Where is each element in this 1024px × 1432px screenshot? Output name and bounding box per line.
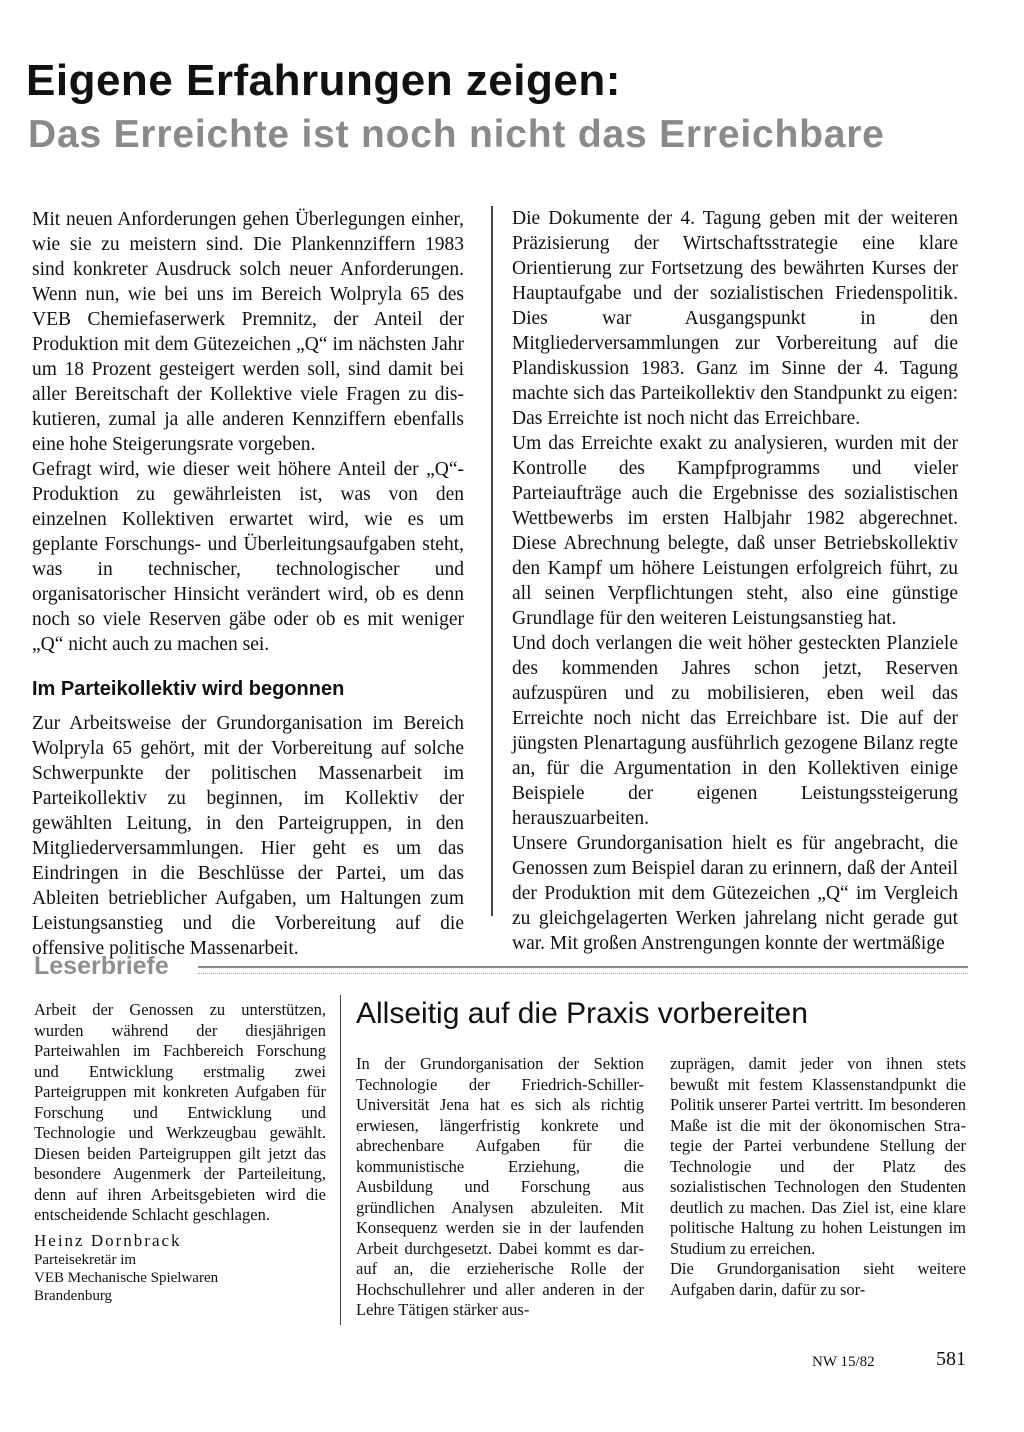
issue-number: NW 15/82 bbox=[812, 1354, 875, 1370]
section-rule bbox=[198, 966, 968, 974]
section-label-leserbriefe: Leserbriefe bbox=[34, 952, 169, 980]
section-subheading: Im Parteikollektiv wird begonnen bbox=[32, 678, 345, 700]
letter-column-right bbox=[670, 1054, 966, 1300]
paragraph: Unsere Grundorganisation hielt es für angebracht, die Genossen zum Beispiel daran zu erinnern, daß der Anteil der Produktion mit dem Gütezeichen „Q“ im Vergleich zu gleichgelagerten Werken jahrelang nicht gerade gut war. Mit großen Anstrengungen konnte der wertmäßige bbox=[512, 833, 958, 954]
paragraph: Die Grundorganisation sieht weitere Aufgaben darin, dafür zu sor- bbox=[670, 1259, 966, 1299]
paragraph: Die Dokumente der 4. Tagung geben mit der weiteren Präzisierung der Wirtschaftsstrategie eine klare Orientierung zur Fortsetzung des bewährten Kurses der Hauptaufgabe und der sozialistischen Friedenspolitik. Dies war Ausgangspunkt in den Mitgliederversammlungen zur Vorbereitung auf die Plandiskussion 1983. Ganz im Sinne der 4. Tagung machte sich das Parteikollektiv den Standpunkt zu eigen: Das Erreichte ist noch nicht das Erreichbare. bbox=[512, 208, 958, 429]
paragraph: Gefragt wird, wie dieser weit höhere Anteil der „Q“-Produktion zu gewährleisten ist, was von den einzelnen Kollektiven erwartet wird, wie es um geplante Forschungs- und Überleitungsaufgaben steht, was in technischer, technologischer und organisatorischer Hinsicht verändert wird, ob es denn noch so viele Reserven gäbe oder ob es mit weniger „Q“ nicht auch zu machen sei. bbox=[32, 459, 464, 655]
letter-column-middle bbox=[356, 1054, 644, 1321]
paragraph: In der Grundorganisation der Sektion Technologie der Friedrich-Schiller-Universität Jena hat es sich als richtig erwiesen, längerfristig konkrete und abrechenbare Aufgaben für die kommunistische Erziehung, die Ausbildung und Forschung aus gründlichen Analysen abzuleiten. Mit Konsequenz werden sie in der laufenden Arbeit durchgesetzt. Dabei kommt es darauf an, die erzieherische Rolle der Hochschullehrer und aller anderen in der Lehre Tätigen stärker aus- bbox=[356, 1054, 644, 1319]
paragraph: zuprägen, damit jeder von ihnen stets bewußt mit festem Klassenstandpunkt die Politik unserer Partei vertritt. Im besonderen Maße ist die mit der ökonomischen Strategie der Partei verbundene Stellung der Technologie und der Platz des sozialistischen Technologen den Studenten deutlich zu machen. Das Ziel ist, eine klare politische Haltung zu hohen Leistungen im Studium zu erreichen. bbox=[670, 1054, 966, 1258]
signature-role: Brandenburg bbox=[34, 1287, 113, 1304]
column-divider bbox=[491, 206, 493, 916]
letter-column-left bbox=[34, 1000, 326, 1305]
paragraph: Und doch verlangen die weit höher gesteckten Planziele des kommenden Jahres schon jetzt, Reserven aufzuspüren und zu mobilisieren, eben weil das Erreichte noch nicht das Erreichbare ist. Die auf der jüngsten Plenartagung ausführlich gezogene Bilanz regte an, für die Argumentation in den Kollektiven einige Beispiele der eigenen Leistungssteigerung herauszuarbeiten. bbox=[512, 633, 958, 829]
signature-role: Parteisekretär im bbox=[34, 1251, 137, 1268]
page-number: 581 bbox=[936, 1348, 966, 1370]
article-column-right bbox=[512, 206, 958, 956]
signature-name: Heinz Dornbrack bbox=[34, 1230, 182, 1250]
paragraph: Um das Erreichte exakt zu analysieren, wurden mit der Kontrolle des Kampfprogramms und vieler Parteiaufträge auch die Ergebnisse des sozialistischen Wettbewerbs im ersten Halbjahr 1982 abgerechnet. Diese Abrechnung belegte, daß unser Betriebskollektiv den Kampf um höhere Leistungen erfolgreich führt, zu all seinen Verpflichtungen steht, also eine günstige Grundlage für den weiteren Leistungsanstieg hat. bbox=[512, 433, 958, 629]
paragraph: Zur Arbeitsweise der Grundorganisation im Bereich Wolpryla 65 gehört, mit der Vorbereitung auf solche Schwerpunkte der politischen Massenarbeit im Parteikollektiv zu beginnen, im Kollektiv der gewählten Leitung, in den Parteigruppen, in den Mitgliederversammlungen. Hier geht es um das Eindringen in die Beschlüsse der Partei, um das Ableiten betrieblicher Aufgaben, um Haltungen zum Leistungsanstieg und die Vorbereitung auf die offensive politische Massenarbeit. bbox=[32, 713, 464, 959]
article-headline: Eigene Erfahrungen zeigen: bbox=[26, 56, 621, 105]
paragraph: Arbeit der Genossen zu unterstützen, wurden während der diesjährigen Parteiwahlen im Fachbereich Forschung und Entwicklung erstmalig zwei Parteigruppen mit konkreten Aufgaben für Forschung und Entwicklung und Technologie und Werkzeugbau gewählt. Diesen beiden Parteigruppen gilt jetzt das besondere Augenmerk der Parteileitung, denn auf ihren Arbeitsgebieten wird die entscheidende Schlacht geschlagen. bbox=[34, 1000, 326, 1224]
letter-divider bbox=[340, 995, 341, 1325]
article-subheadline: Das Erreichte ist noch nicht das Erreichbare bbox=[28, 113, 885, 156]
signature-role: VEB Mechanische Spielwaren bbox=[34, 1269, 219, 1286]
paragraph: Mit neuen Anforderungen gehen Überlegungen einher, wie sie zu meistern sind. Die Plankennziffern 1983 sind konkreter Ausdruck solch neuer Anforderungen. Wenn nun, wie bei uns im Bereich Wolpryla 65 des VEB Chemiefaserwerk Premnitz, der Anteil der Produktion mit dem Gütezeichen „Q“ im nächsten Jahr um 18 Prozent gesteigert werden soll, sind damit bei aller Bereitschaft der Kollektive viele Fragen zu diskutieren, zumal ja alle anderen Kennziffern ebenfalls eine hohe Steigerungsrate vorgeben. bbox=[32, 209, 464, 455]
letter-title: Allseitig auf die Praxis vorbereiten bbox=[356, 997, 808, 1030]
article-column-left bbox=[32, 207, 464, 961]
